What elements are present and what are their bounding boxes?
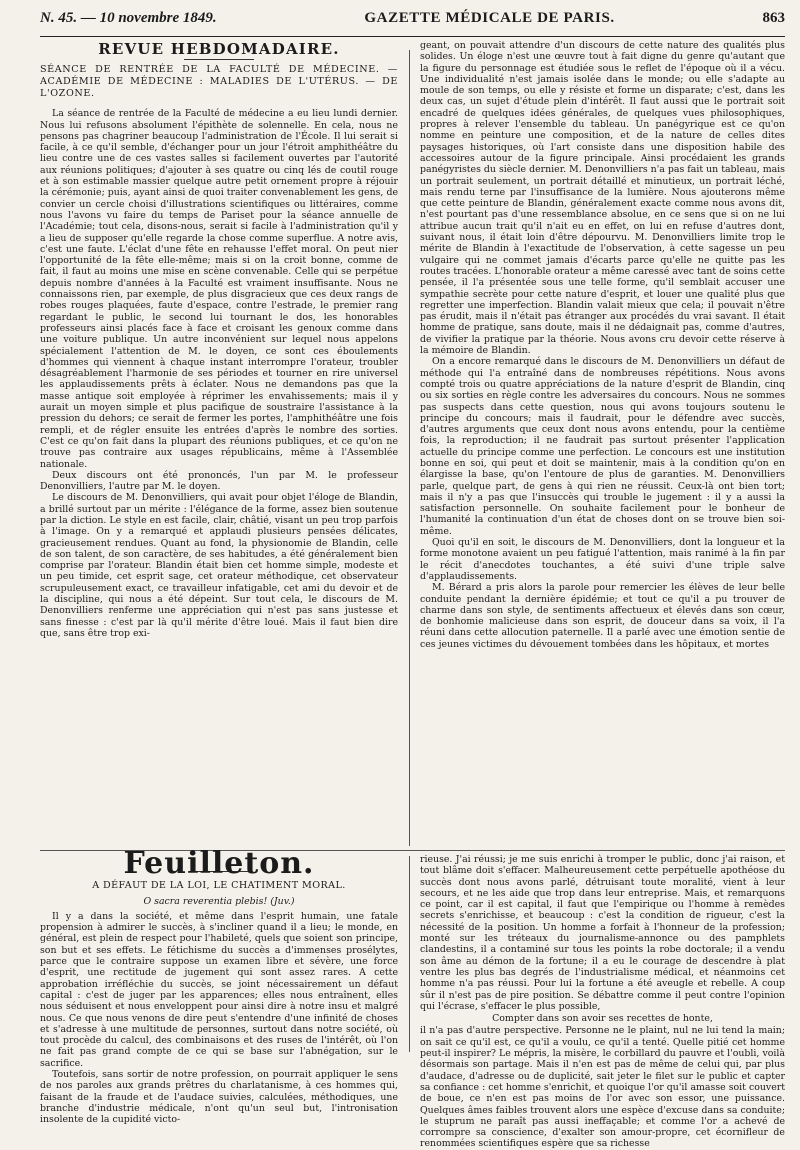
revue-right-column — [420, 40, 785, 846]
paragraph: M. Bérard a pris alors la parole pour remercier les élèves de leur belle conduite pendant la dernière épidémie; et tout ce qu'il a pu trouver de charme dans son style, de sentiments affectueux et élevés dans son cœur, de bonhomie malicieuse dans son esprit, de douceur dans sa voix, il l'a réuni dans cette allocution paternelle. Il a parlé avec une émotion sentie de ces jeunes victimes du dévouement tombées dans les hôpitaux, et mortes — [420, 582, 785, 650]
feuilleton-left-column — [40, 846, 398, 1126]
paragraph: La séance de rentrée de la Faculté de médecine a eu lieu lundi dernier. Nous lui refusons absolument l'épithète de solennelle. En cela, nous ne pensons pas chagriner beaucoup l'administration de l'École. Il lui serait si facile, à ce qu'il semble, d'échanger pour un jour l'étroit amphithéâtre du lieu contre une de ces vastes salles si facilement ouvertes par l'autorité aux réunions politiques; d'ajouter à ses quatre ou cinq lés de coutil rouge et à son estimable massier quelque autre petit ornement propre à réjouir la cérémonie; puis, ayant ainsi de quoi traiter convenablement les gens, de convier un cercle choisi d'illustrations scientifiques ou littéraires, comme nous l'avons vu faire du temps de Pariset pour la séance annuelle de l'Académie; tout cela, disons-nous, serait si facile à l'administration qu'il y a lieu de supposer qu'elle regarde la chose comme superflue. A notre avis, c'est une faute. L'éclat d'une fête en rehausse l'effet moral. On peut nier l'opportunité de la fête elle-même; mais si on la croit bonne, comme de fait, il faut au moins une mise en scène convenable. Celle qui se perpétue depuis nombre d'années à la Faculté est vraiment insuffisante. Nous ne connaissons rien, par exemple, de plus disgracieux que ces deux rangs de robes rouges plaquées, faute d'espace, contre l'estrade, le premier rang regardant le public, le second lui tournant le dos, les honorables professeurs ainsi placés face à face et croisant les genoux comme dans une voiture publique. Un autre inconvénient sur lequel nous appelons spécialement l'attention de M. le doyen, ce sont ces éboulements d'hommes qui viennent à chaque instant interrompre l'orateur, troubler désagréablement l'harmonie de ses périodes et tourner en rire universel les applaudissements prêts à éclater. Nous ne demandons pas que la masse antique soit employée à réprimer les envahissements; mais il y aurait un moyen simple et plus pacifique de soustraire l'assistance à la pression du dehors; ce serait de fermer les portes, l'amphithéâtre une fois rempli, et de régler ensuite les entrées d'après le nombre des sorties. C'est ce qu'on fait dans la plupart des réunions publiques, et ce qu'on ne trouve pas contraire aux usages républicains, même à l'Assemblée nationale. — [40, 108, 398, 470]
column-divider — [409, 856, 410, 1052]
page-number: 863 — [762, 10, 785, 26]
paragraph: Deux discours ont été prononcés, l'un par M. le professeur Denonvilliers, l'autre par M. le doyen. — [40, 469, 398, 493]
paragraph: Toutefois, sans sortir de notre profession, on pourrait appliquer le sens de nos paroles aux grands prêtres du charlatanisme, à ces hommes qui, faisant de la fraude et de l'audace suivies, calculées, méthodiques, une branche d'industrie médicale, n'ont qu'un seul but, l'intronisation insolente de la cupidité victo- — [40, 1069, 398, 1126]
feuilleton-title: Feuilleton. — [123, 846, 315, 881]
issue-line: N. 45. — 10 novembre 1849. — [40, 10, 217, 26]
paragraph: On a encore remarqué dans le discours de M. Denonvilliers un défaut de méthode qui l'a entraîné dans de nombreuses répétitions. Nous avons compté trois ou quatre appréciations de la nature d'esprit de Blandin, cinq ou six sorties en règle contre les adversaires du concours. Nous ne sommes pas suspects dans cette question, nous qui avons toujours soutenu le principe du concours; mais il faudrait, pour le défendre avec succès, d'autres arguments que ceux dont nous avons entendu, pour la centième fois, la reproduction; il ne faudrait pas surtout présenter l'application actuelle du principe comme une perfection. Le concours est une institution bonne en soi, qui peut et doit se maintenir, mais à la condition qu'on en élargisse la base, qu'on l'entoure de plus de garanties. M. Denonvilliers parle, quelque part, de gens à qui rien ne réussit. Ceux-là ont bien tort; mais il n'y a pas que l'insuccès qui trouble le jugement : il y a aussi la satisfaction personnelle. On souhaite facilement pour le bonheur de l'humanité la continuation d'un état de choses dont on se trouve bien soi-même. — [420, 356, 785, 537]
paragraph: il n'a pas d'autre perspective. Personne ne le plaint, nul ne lui tend la main; on sait ce qu'il est, ce qu'il a voulu, ce qu'il a tenté. Quelle pitié cet homme peut-il inspirer? Le mépris, la misère, le corbillard du pauvre et l'oubli, voilà désormais son partage. Mais il n'en est pas de même de celui qui, par plus d'audace, d'adresse ou de duplicité, sait jeter le filet sur le public et capter sa confiance : cet homme s'enrichit, et quoique l'or qu'il amasse soit couvert de boue, ce n'en est pas moins de l'or avec son essor, une puissance. Quelques âmes faibles trouvent alors une espèce d'excuse dans sa conduite; le stuprum ne paraît pas aussi ineffaçable; et comme l'or a achevé de corrompre sa conscience, d'exalter son amour-propre, cet écornifleur de renommées scientifiques espère que sa richesse — [420, 1025, 785, 1150]
column-divider — [409, 50, 410, 846]
revue-title: REVUE HEBDOMADAIRE. — [98, 40, 340, 58]
title-divider — [184, 59, 254, 60]
header-rule — [40, 36, 785, 37]
paragraph: rieuse. J'ai réussi; je me suis enrichi à tromper le public, donc j'ai raison, et tout blâme doit s'effacer. Malheureusement cette perpétuelle apothéose du succès dont nous avons parlé, détruisant toute moralité, vient à leur secours, et ne les aide que trop dans leur entreprise. Mais, et remarquons ce point, car il est capital, il faut que l'empirique ou l'homme à remèdes secrets s'enrichisse, et beaucoup : c'est la condition de rigueur, c'est la nécessité de la position. Un homme a forfait à l'honneur de la profession; monté sur les tréteaux du journalisme-annonce ou des pamphlets clandestins, il a contaminé sur tous les points la robe doctorale; il a vendu son âme au démon de la fortune; il a eu le courage de descendre à plat ventre les plus bas degrés de l'industrialisme médical, et néanmoins cet homme n'a pas réussi. Pour lui la fortune a été aveugle et rebelle. A coup sûr il n'est pas de pire position. Se débattre comme il peut contre l'opinion qui l'écrase, s'effacer le plus possible, — [420, 854, 785, 1012]
paragraph: geant, on pouvait attendre d'un discours de cette nature des qualités plus solides. Un éloge n'est une œuvre tout à fait digne du genre qu'autant que la figure du personnage est étudiée sous le reflet de l'époque où il a vécu. Une individualité n'est jamais isolée dans le monde; ou elle s'adapte au moule de son temps, ou elle y résiste et forme un disparate; c'est, dans les deux cas, un sujet d'étude plein d'intérêt. Il faut aussi que le portrait soit encadré de quelques idées générales, de quelques vues philosophiques, propres à relever l'ensemble du tableau. Un panégyrique est ce qu'on nomme en peinture une composition, et de la nature de celles dites paysages historiques, où l'art consiste dans une disposition habile des accessoires autour de la figure principale. Ainsi procédaient les grands panégyristes du siècle dernier. M. Denonvilliers n'a pas fait un tableau, mais un portrait seulement, un portrait détaillé et minutieux, un portrait léché, mais rendu terne par l'insuffisance de la lumière. Nous ajouterons même que cette peinture de Blandin, généralement exacte comme nous avons dit, n'est pourtant pas d'une ressemblance absolue, en ce sens que si on ne lui attribue aucun trait qu'il n'ait eu en effet, on lui en refuse d'autres dont, suivant nous, il était loin d'être dépourvu. M. Denonvilliers limite trop le mérite de Blandin à l'exactitude de l'observation, à cette sagesse un peu vulgaire qui ne commet jamais d'écarts parce qu'elle ne quitte pas les routes tracées. L'honorable orateur a même caressé avec tant de soins cette pensée, il l'a présentée sous une telle forme, qu'il semblait accuser une sympathie secrète pour cette nature d'esprit, et louer une qualité plus que regretter une imperfection. Blandin valait mieux que cela; il pouvait n'être pas érudit, mais il n'était pas étranger aux procédés du vrai savant. Il était homme de pratique, sans doute, mais il ne dédaignait pas, comme d'autres, de vivifier la pratique par la théorie. Nous avons cru devoir cette réserve à la mémoire de Blandin. — [420, 40, 785, 357]
paragraph: Le discours de M. Denonvilliers, qui avait pour objet l'éloge de Blandin, a brillé surtout par un mérite : l'élégance de la forme, assez bien soutenue par la diction. Le style en est facile, clair, châtié, visant un peu trop parfois à l'image. On y a remarqué et applaudi plusieurs pensées délicates, gracieusement rendues. Quant au fond, la physionomie de Blandin, celle de son talent, de son caractère, de ses habitudes, a été généralement bien comprise par l'orateur. Blandin était bien cet homme simple, modeste et un peu timide, cet esprit sage, cet orateur méthodique, cet observateur scrupuleusement exact, ce travailleur infatigable, cet ami du devoir et de la discipline, qui nous a été dépeint. Sur tout cela, le discours de M. Denonvilliers renferme une appréciation qui n'est pas sans justesse et sans finesse : c'est par là qu'il mérite d'être loué. Mais il faut bien dire que, sans être trop exi- — [40, 492, 398, 639]
paragraph: Il y a dans la société, et même dans l'esprit humain, une fatale propension à admirer le succès, à s'incliner quand il a lieu; le monde, en général, est plein de respect pour l'habileté, quels que soient son principe, son but et ses effets. Le fétichisme du succès a d'immenses prosélytes, parce que le contraire suppose un examen libre et sévère, une force d'esprit, une rectitude de jugement qui sont assez rares. A cette approbation irréfléchie du succès, se joint nécessairement un défaut capital : c'est de juger par les apparences; elles nous entraînent, elles nous séduisent et nous enveloppent pour ainsi dire à notre insu et malgré nous. Ce que nous venons de dire peut s'entendre d'une infinité de choses et s'adresse à une multitude de personnes, surtout dans notre société, où tout procède du calcul, des combinaisons et des ruses de l'intérêt, où l'on ne fait pas grand compte de ce qui se base sur l'abnégation, sur le sacrifice. — [40, 910, 398, 1069]
running-header — [40, 10, 785, 34]
revue-summary: SÉANCE DE RENTRÉE DE LA FACULTÉ DE MÉDECINE. — ACADÉMIE DE MÉDECINE : MALADIES DE L'UTÉRUS. — DE L'OZONE. — [40, 64, 398, 100]
feuilleton-motto: O sacra reverentia plebis! (Juv.) — [143, 895, 295, 907]
revue-left-column — [40, 42, 398, 846]
verse-line: Compter dans son avoir ses recettes de honte, — [492, 1013, 713, 1025]
newspaper-page — [40, 10, 785, 1150]
feuilleton-right-column — [420, 854, 785, 1150]
feuilleton-subtitle: A DÉFAUT DE LA LOI, LE CHATIMENT MORAL. — [92, 880, 346, 892]
paragraph: Quoi qu'il en soit, le discours de M. Denonvilliers, dont la longueur et la forme monotone avaient un peu fatigué l'attention, mais ranimé à la fin par le récit d'anecdotes touchantes, a été suivi d'une triple salve d'applaudissements. — [420, 537, 785, 582]
journal-title: GAZETTE MÉDICALE DE PARIS. — [364, 10, 615, 26]
